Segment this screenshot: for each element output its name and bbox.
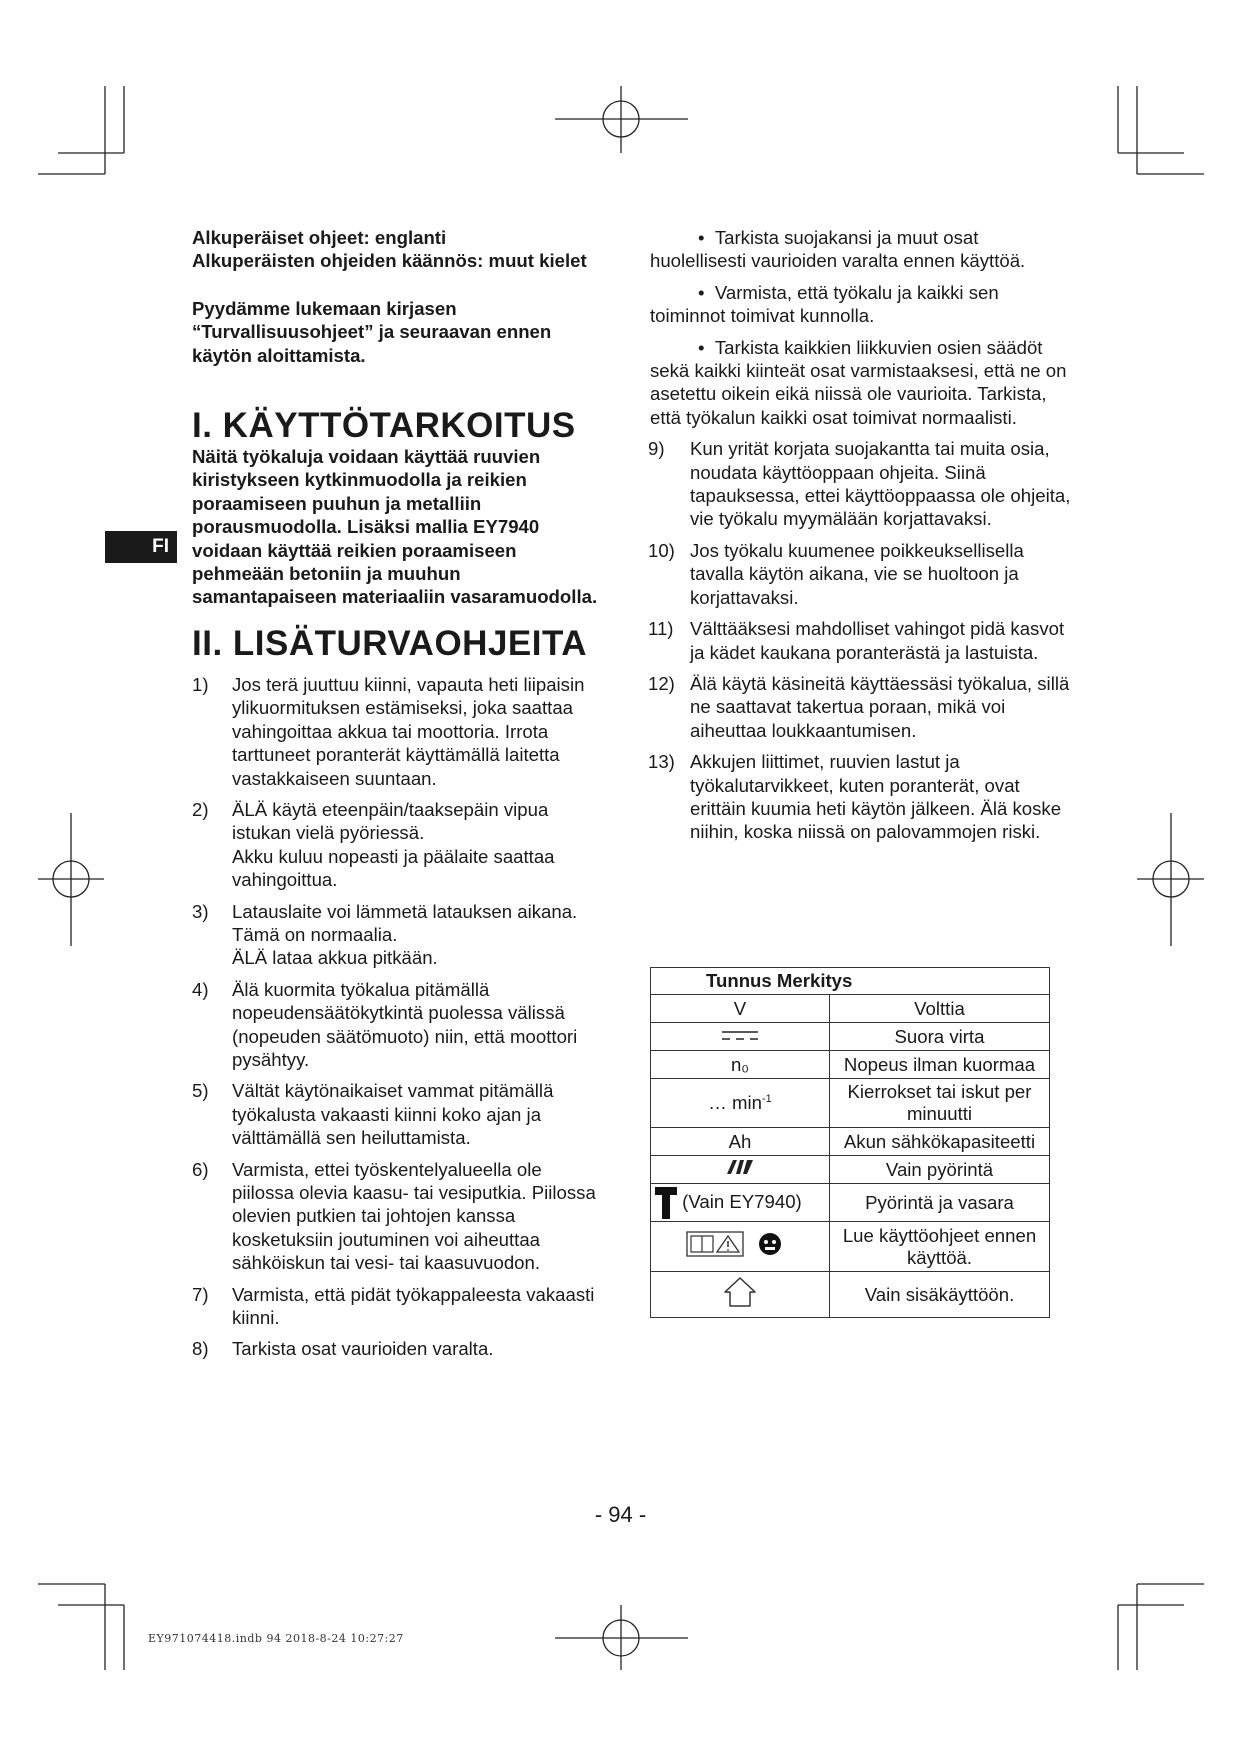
meaning-cell: Pyörintä ja vasara bbox=[830, 1184, 1050, 1222]
house-icon bbox=[723, 1276, 757, 1308]
symbol-cell bbox=[651, 1272, 830, 1318]
table-header-row bbox=[651, 968, 1050, 995]
section-1-body: Näitä työkaluja voidaan käyttää ruuvien kiristykseen kytkinmuodolla ja reikien poraamiseen puuhun ja metalliin porausmuodolla. Lisäksi mallia EY7940 voidaan käyttää reikien poraamiseen pehmeään betoniin ja muuhun samantapaiseen materiaaliin vasaramuodolla. bbox=[192, 446, 598, 608]
safety-list-left bbox=[192, 673, 602, 1361]
bullet-item: • Varmista, että työkalu ja kaikki sen toiminnot toimivat kunnolla. bbox=[650, 281, 999, 327]
manual-icons bbox=[685, 1229, 795, 1259]
table-row bbox=[651, 995, 1050, 1023]
meaning-cell: Suora virta bbox=[830, 1023, 1050, 1051]
left-column bbox=[192, 226, 602, 1369]
symbol-cell: (Vain EY7940) bbox=[651, 1184, 830, 1222]
table-row bbox=[651, 1051, 1050, 1079]
table-row bbox=[651, 1222, 1050, 1272]
table-row bbox=[651, 1184, 1050, 1222]
list-item: 12) Älä käytä käsineitä käyttäessäsi työkalua, sillä ne saattavat takertua poraan, mikä voi aiheuttaa loukkaantumisen. bbox=[648, 672, 1070, 741]
list-item: 10) Jos työkalu kuumenee poikkeuksellisella tavalla käytön aikana, vie se huoltoon ja korjattavaksi. bbox=[648, 539, 1024, 608]
hammer-icon bbox=[655, 1187, 677, 1219]
meaning-cell: Volttia bbox=[830, 995, 1050, 1023]
list-item: 5) Vältät käytönaikaiset vammat pitämällä työkalusta vakaasti kiinni koko ajan ja välttämällä sen heiluttamista. bbox=[192, 1080, 554, 1149]
translation-note: Alkuperäisten ohjeiden käännös: muut kielet bbox=[192, 250, 587, 272]
list-item: 11) Välttääksesi mahdolliset vahingot pidä kasvot ja kädet kaukana poranterästä ja lastuista. bbox=[648, 618, 1065, 663]
meaning-cell: Lue käyttöohjeet ennen käyttöä. bbox=[830, 1222, 1050, 1272]
meaning-cell: Nopeus ilman kuormaa bbox=[830, 1051, 1050, 1079]
print-footer: EY971074418.indb 94 2018-8-24 10:27:27 bbox=[148, 1632, 404, 1645]
table-row bbox=[651, 1272, 1050, 1318]
symbol-cell: Ah bbox=[651, 1128, 830, 1156]
bullet-dot: • bbox=[698, 336, 715, 358]
meaning-cell: Akun sähkökapasiteetti bbox=[830, 1128, 1050, 1156]
list-item: 4) Älä kuormita työkalua pitämällä nopeudensäätökytkintä puolessa välissä (nopeuden säätömuoto) niin, että moottori pysähtyy. bbox=[192, 978, 578, 1070]
table-row bbox=[651, 1023, 1050, 1051]
table-header: Tunnus Merkitys bbox=[651, 968, 1050, 995]
list-item: 2) ÄLÄ käytä eteenpäin/taaksepäin vipua istukan vielä pyöriessä. Akku kuluu nopeasti ja päälaite saattaa vahingoittua. bbox=[192, 798, 555, 891]
table-row bbox=[651, 1128, 1050, 1156]
meaning-cell: Vain sisäkäyttöön. bbox=[830, 1272, 1050, 1318]
bullet-item: • Tarkista suojakansi ja muut osat huolellisesti vaurioiden varalta ennen käyttöä. bbox=[650, 227, 1026, 272]
table-row bbox=[651, 1079, 1050, 1128]
list-item: 6) Varmista, ettei työskentelyalueella ole piilossa olevia kaasu- tai vesiputkia. Piilossa olevien putkien tai johtojen kanssa kosketuksiin joutuminen voi aiheuttaa sähköiskun tai vesi- tai kaasuvuodon. bbox=[192, 1158, 596, 1274]
list-item: 1) Jos terä juuttuu kiinni, vapauta heti liipaisin ylikuormituksen estämiseksi, joka saattaa vahingoittaa akkua tai moottoria. Irrota tarttuneet poranterät käyttämällä laitetta vastakkaiseen suuntaan. bbox=[192, 673, 585, 789]
meaning-cell: Kierrokset tai iskut per minuutti bbox=[830, 1079, 1050, 1128]
section-2-title: II. LISÄTURVAOHJEITA bbox=[192, 623, 588, 663]
rotation-icon bbox=[725, 1158, 755, 1176]
symbol-table bbox=[650, 967, 1050, 1318]
bullet-item: • Tarkista kaikkien liikkuvien osien säädöt sekä kaikki kiinteät osat varmistaaksesi, että ne on asetettu oikein eikä niissä ole vaurioita. Tarkista, että työkalun kaikki osat toimivat normaalisti. bbox=[650, 336, 1067, 428]
original-language: Alkuperäiset ohjeet: englanti bbox=[192, 227, 447, 248]
source-language-note bbox=[192, 226, 602, 273]
symbol-cell: n₀ bbox=[651, 1051, 830, 1079]
read-notice: Pyydämme lukemaan kirjasen “Turvallisuusohjeet” ja seuraavan ennen käytön aloittamista. bbox=[192, 297, 552, 366]
symbol-cell bbox=[651, 1023, 830, 1051]
list-item: 3) Latauslaite voi lämmetä latauksen aikana. Tämä on normaalia. ÄLÄ lataa akkua pitkään. bbox=[192, 900, 578, 969]
page-number: - 94 - bbox=[594, 1502, 647, 1527]
symbol-cell: … $\min^{-1}$ bbox=[651, 1079, 830, 1128]
symbol-cell: V bbox=[651, 995, 830, 1023]
list-item: 13) Akkujen liittimet, ruuvien lastut ja työkalutarvikkeet, kuten poranterät, ovat erittäin kuumia heti käytön jälkeen. Älä koske niihin, koska niissä on palovammojen riski. bbox=[648, 751, 1062, 843]
list-item: 8) Tarkista osat vaurioiden varalta. bbox=[192, 1338, 494, 1360]
bullet-dot: • bbox=[698, 281, 715, 303]
symbol-cell bbox=[651, 1156, 830, 1184]
bullet-dot: • bbox=[698, 227, 715, 248]
symbol-cell bbox=[651, 1222, 830, 1272]
dc-icon bbox=[720, 1027, 760, 1043]
right-column bbox=[650, 226, 1075, 852]
list-item: 7) Varmista, että pidät työkappaleesta vakaasti kiinni. bbox=[192, 1283, 595, 1329]
meaning-cell: Vain pyörintä bbox=[830, 1156, 1050, 1184]
language-tab: FI bbox=[105, 531, 177, 563]
table-row bbox=[651, 1156, 1050, 1184]
list-item: 9) Kun yrität korjata suojakantta tai muita osia, noudata käyttöoppaan ohjeita. Siinä tapauksessa, ettei käyttöoppaassa ole ohjeita, vie työkalu myymälään korjattavaksi. bbox=[648, 438, 1071, 530]
section-1-title: I. KÄYTTÖTARKOITUS bbox=[192, 406, 576, 446]
